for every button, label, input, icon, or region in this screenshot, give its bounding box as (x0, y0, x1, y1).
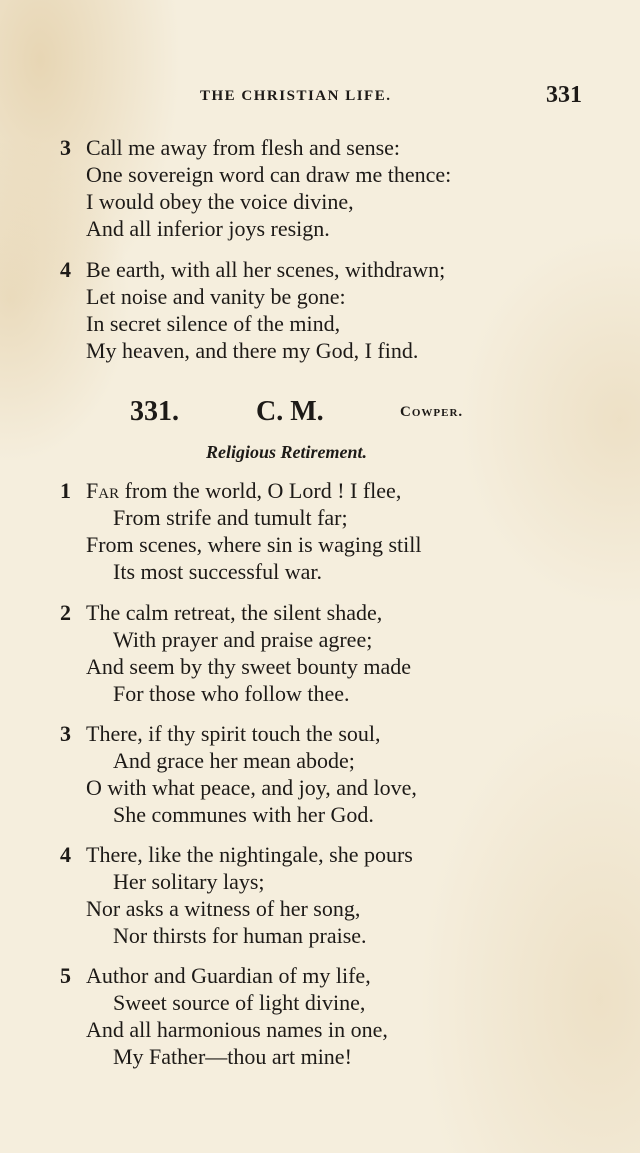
verse-line: From strife and tumult far; (113, 505, 348, 530)
verse-line: She communes with her God. (113, 802, 374, 827)
verse-number: 5 (60, 963, 71, 988)
verse-line: Its most successful war. (113, 559, 322, 584)
verse-number: 1 (60, 478, 71, 503)
verse-line: And seem by thy sweet bounty made (86, 654, 412, 679)
running-head-title: THE CHRISTIAN LIFE. (200, 88, 392, 104)
verse-number: 3 (60, 135, 71, 160)
verse-line: And grace her mean abode; (113, 748, 355, 773)
verse-line: Let noise and vanity be gone: (86, 284, 346, 309)
drop-word: Far (86, 478, 120, 503)
verse-line: With prayer and praise agree; (113, 627, 373, 652)
hymn-subtitle: Religious Retirement. (206, 442, 368, 462)
verse-line: Be earth, with all her scenes, withdrawn; (86, 257, 446, 282)
hymn-heading (0, 396, 640, 436)
verse-line-first (86, 477, 401, 504)
verse-number: 4 (60, 842, 71, 867)
verse-line: My Father—thou art mine! (113, 1044, 352, 1069)
verse-line: Nor thirsts for human praise. (113, 923, 367, 948)
hymn-author: Cowper. (400, 404, 464, 420)
running-head (0, 82, 640, 110)
verse-line: Author and Guardian of my life, (86, 963, 371, 988)
verse-line: O with what peace, and joy, and love, (86, 775, 417, 800)
hymn-meter: C. M. (256, 396, 324, 427)
verse-line: And all inferior joys resign. (86, 216, 330, 241)
verse-line: Call me away from flesh and sense: (86, 135, 401, 160)
verse-line: In secret silence of the mind, (86, 311, 341, 336)
verse-line-text: from the world, O Lord ! I flee, (119, 478, 402, 503)
verse-line: The calm retreat, the silent shade, (86, 600, 383, 625)
page-number: 331 (546, 82, 582, 108)
verse-number: 4 (60, 257, 71, 282)
verse-number: 2 (60, 600, 71, 625)
verse-line: There, like the nightingale, she pours (86, 842, 413, 867)
verse-line: From scenes, where sin is waging still (86, 532, 422, 557)
verse-line: For those who follow thee. (113, 681, 350, 706)
verse-line: One sovereign word can draw me thence: (86, 162, 452, 187)
hymn-number: 331. (130, 396, 179, 427)
verse-line: There, if thy spirit touch the soul, (86, 721, 381, 746)
verse-line: And all harmonious names in one, (86, 1017, 388, 1042)
verse-line: My heaven, and there my God, I find. (86, 338, 419, 363)
verse-number: 3 (60, 721, 71, 746)
verse-line: I would obey the voice divine, (86, 189, 354, 214)
verse-line: Nor asks a witness of her song, (86, 896, 361, 921)
verse-line: Sweet source of light divine, (113, 990, 366, 1015)
verse-line: Her solitary lays; (113, 869, 265, 894)
